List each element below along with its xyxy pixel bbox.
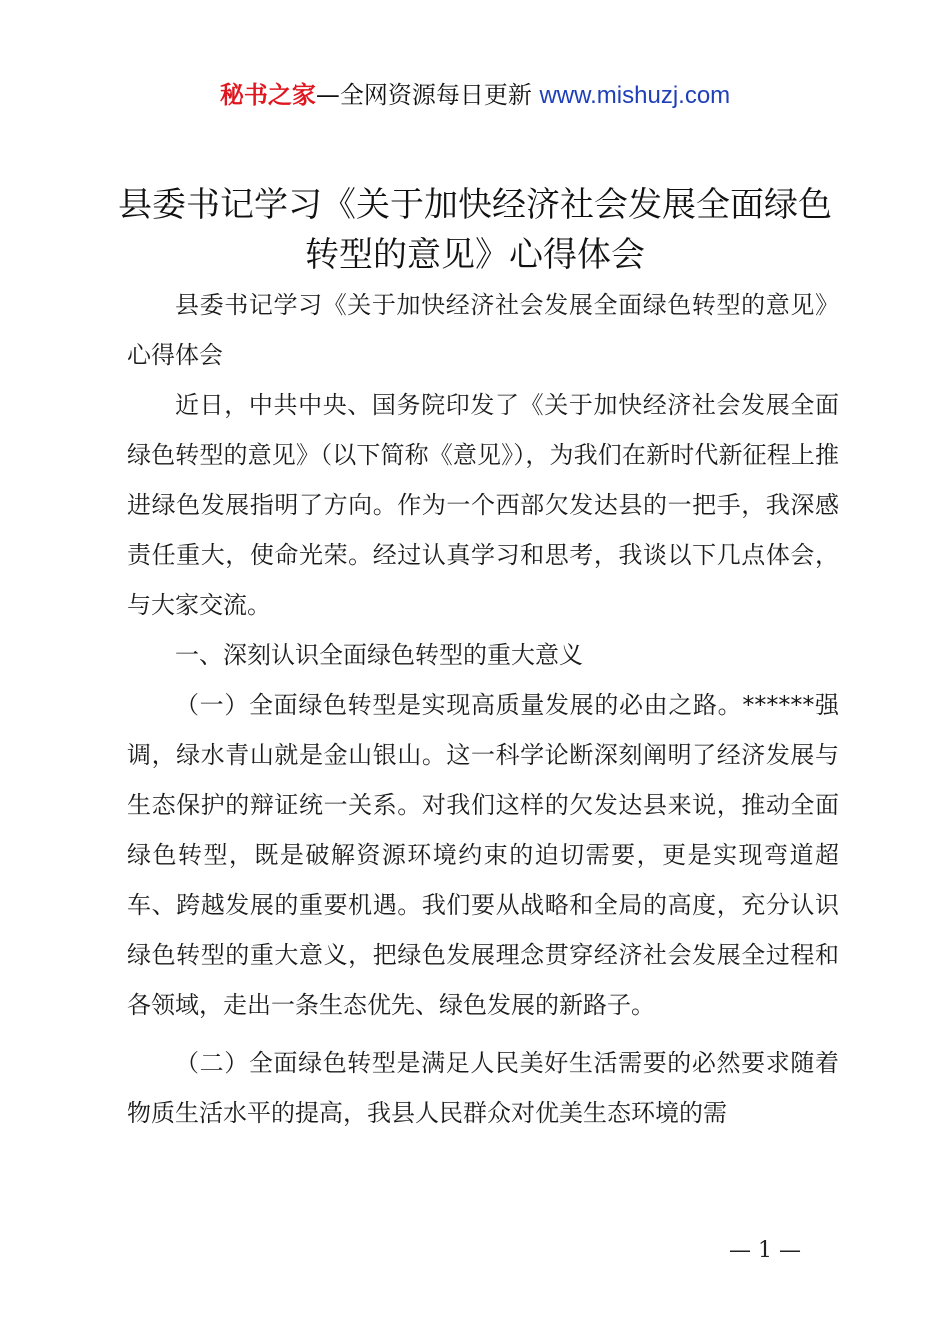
body-paragraph: （二）全面绿色转型是满足人民美好生活需要的必然要求随着物质生活水平的提高，我县人民群众对优美生态环境的需: [127, 1049, 839, 1127]
body-paragraph: 近日，中共中央、国务院印发了《关于加快经济社会发展全面绿色转型的意见》（以下简称《意见》），为我们在新时代新征程上推进绿色发展指明了方向。作为一个西部欠发达县的一把手，我深感责任重大，使命光荣。经过认真学习和思考，我谈以下几点体会，与大家交流。: [127, 391, 839, 619]
site-header: [0, 78, 950, 113]
document-title: 县委书记学习《关于加快经济社会发展全面绿色转型的意见》心得体会: [118, 185, 832, 275]
site-url[interactable]: www.mishuzj.com: [539, 82, 731, 109]
body-paragraph: 县委书记学习《关于加快经济社会发展全面绿色转型的意见》心得体会: [127, 291, 839, 369]
section-heading: 一、深刻认识全面绿色转型的重大意义: [175, 641, 583, 669]
site-tagline: —全网资源每日更新: [315, 81, 540, 109]
body-paragraph: （一）全面绿色转型是实现高质量发展的必由之路。******强调，绿水青山就是金山银山。这一科学论断深刻阐明了经济发展与生态保护的辩证统一关系。对我们这样的欠发达县来说，推动全面绿色转型，既是破解资源环境约束的迫切需要，更是实现弯道超车、跨越发展的重要机遇。我们要从战略和全局的高度，充分认识绿色转型的重大意义，把绿色发展理念贯穿经济社会发展全过程和各领域，走出一条生态优先、绿色发展的新路子。: [127, 691, 839, 1019]
page-number: — 1 —: [729, 1238, 801, 1263]
document-body: [127, 280, 839, 1138]
site-brand: 秘书之家: [219, 81, 316, 109]
